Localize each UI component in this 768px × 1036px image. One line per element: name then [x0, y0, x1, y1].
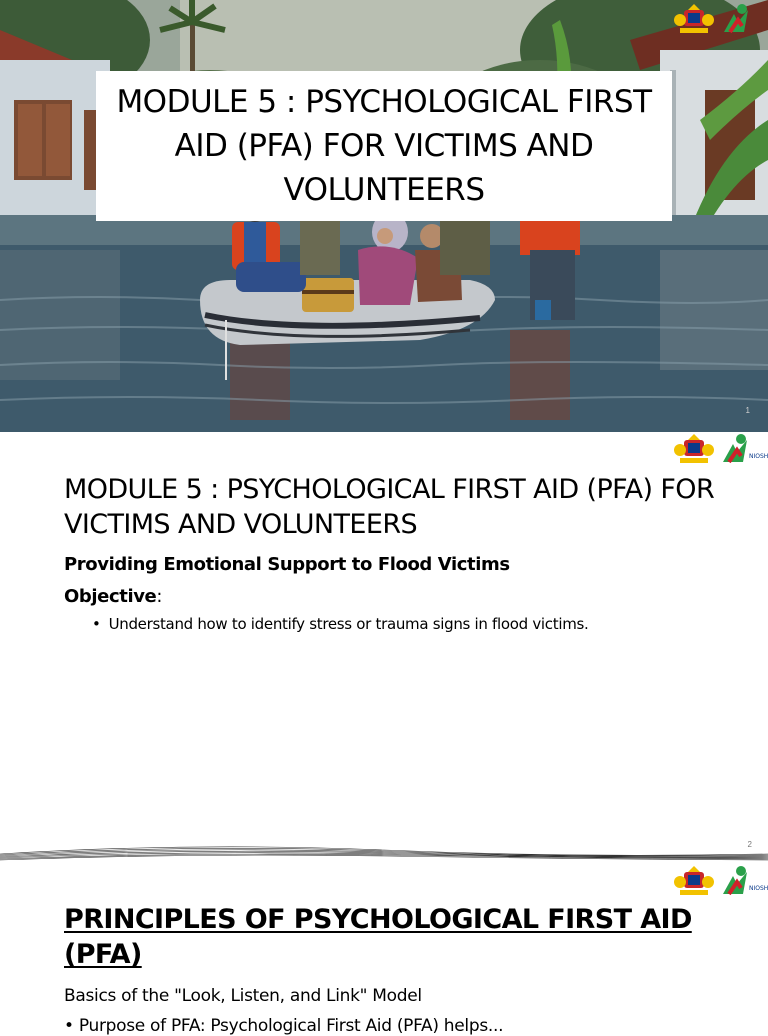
- bullet-marker: •: [92, 615, 101, 633]
- header-logos: [672, 2, 754, 36]
- header-logos: [672, 864, 766, 898]
- slide-title: MODULE 5 : PSYCHOLOGICAL FIRST AID (PFA) FOR VICTIMS AND VOLUNTEERS: [64, 474, 715, 541]
- truncated-bullet: • Purpose of PFA: Psychological First Aid (PFA) helps...: [64, 1016, 504, 1036]
- malaysia-crest-icon: [672, 864, 716, 898]
- objective-heading: [64, 586, 162, 607]
- svg-text:NIOSH: NIOSH: [749, 453, 768, 460]
- malaysia-crest-icon: [672, 2, 716, 36]
- principles-slide: [0, 864, 768, 1036]
- slide-subtitle: Basics of the "Look, Listen, and Link" Model: [64, 986, 422, 1006]
- page-number: 2: [747, 840, 752, 849]
- niosh-logo-icon: [720, 2, 754, 36]
- bullet-text: Understand how to identify stress or trauma signs in flood victims.: [108, 615, 589, 633]
- cover-title: MODULE 5 : PSYCHOLOGICAL FIRST AID (PFA) FOR VICTIMS AND VOLUNTEERS: [116, 83, 652, 208]
- cover-title-box: [96, 71, 672, 221]
- objective-bullet: [92, 615, 589, 633]
- page-number: 1: [745, 406, 750, 415]
- objective-colon: :: [156, 586, 163, 607]
- niosh-logo-icon: [720, 432, 766, 466]
- svg-text:NIOSH: NIOSH: [749, 885, 768, 892]
- slide-subtitle: Providing Emotional Support to Flood Victims: [64, 554, 510, 575]
- objective-label: Objective: [64, 586, 157, 607]
- decorative-wave-divider: [0, 840, 768, 864]
- cover-slide: [0, 0, 768, 432]
- malaysia-crest-icon: [672, 432, 716, 466]
- niosh-logo-icon: [720, 864, 766, 898]
- slide-title: PRINCIPLES OF PSYCHOLOGICAL FIRST AID (PFA): [64, 904, 692, 971]
- module-overview-slide: [0, 432, 768, 864]
- header-logos: [672, 432, 766, 466]
